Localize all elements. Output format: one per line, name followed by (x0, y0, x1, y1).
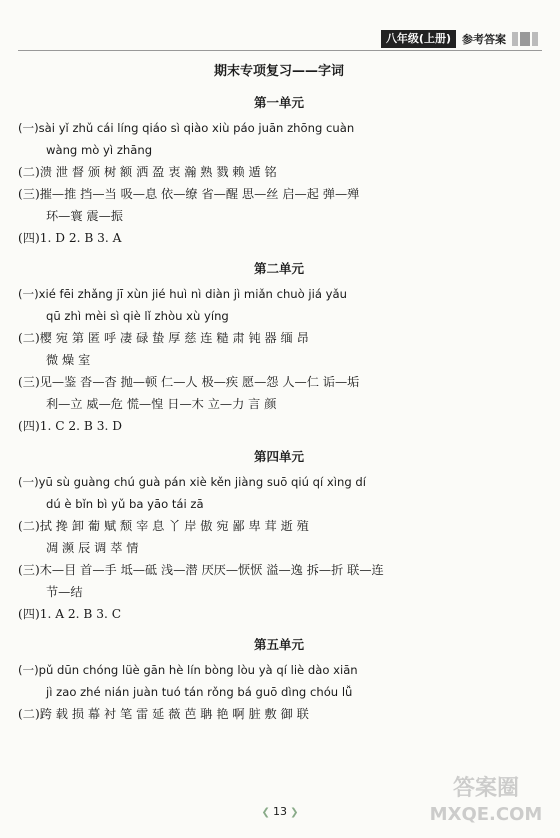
answer-line: wàng mò yì zhāng (46, 143, 153, 157)
answer-line: (四)1. D 2. B 3. A (18, 231, 122, 245)
watermark (426, 776, 546, 832)
units-container (18, 93, 540, 725)
answer-line: dú è bǐn bì yǔ ba yāo tái zā (46, 497, 204, 511)
answer-line: (一)pǔ dūn chóng lüè gān hè lín bòng lòu yà qí liè dào xiān (18, 663, 358, 677)
answer-line: (三)见—鉴 沓—杳 抛—顿 仁—人 极—疾 愿—怨 人—仁 诟—垢 (18, 375, 360, 389)
page-number-left-ornament: ❮ (261, 807, 273, 818)
watermark-line1: 答案圈 (452, 776, 519, 801)
answer-line: jì zao zhé nián juàn tuó tán rǒng bá guō dìng chóu lǚ (46, 685, 353, 699)
answer-line: (一)yū sù guàng chú guà pán xiè kěn jiàng suō qiú qí xìng dí (18, 475, 366, 489)
answer-line: (二)拭 搀 卸 葡 赋 颓 宰 息 丫 岸 傲 宛 鄙 卑 茸 逝 殖 (18, 519, 309, 533)
watermark-line2: MXQE.COM (429, 804, 543, 825)
answer-line: (一)xié fēi zhǎng jī xùn jié huì nì diàn jì miǎn chuò jiá yǎu (18, 287, 347, 301)
page-number-value: 13 (273, 805, 287, 818)
answer-line: (四)1. A 2. B 3. C (18, 607, 122, 621)
answer-line: 环—寰 震—振 (46, 209, 123, 223)
header-decoration (512, 32, 538, 46)
unit-title: 第五单元 (253, 637, 304, 652)
answer-line: (四)1. C 2. B 3. D (18, 419, 123, 433)
answers-label: 参考答案 (462, 33, 506, 46)
unit-title: 第四单元 (253, 449, 304, 464)
grade-label: 八年级(上册) (381, 30, 456, 48)
answer-content (18, 60, 540, 725)
answer-line: 利—立 威—危 慌—惶 日—木 立—力 言 颜 (46, 397, 277, 411)
answer-line: 节—结 (46, 585, 83, 599)
answer-line: 微 燥 室 (46, 353, 91, 367)
answer-line: (三)木—目 首—手 坻—砥 浅—潜 厌厌—恹恹 溢—逸 拆—折 联—连 (18, 563, 384, 577)
header-divider (18, 50, 542, 51)
answer-line: (三)摧—推 挡—当 吸—息 依—缭 省—醒 思—丝 启—起 弹—殚 (18, 187, 360, 201)
page-header (381, 30, 538, 48)
answer-line: (二)溃 泄 督 颁 树 额 洒 盈 衷 瀚 熟 戮 赖 遁 铭 (18, 165, 277, 179)
answer-line: (二)樱 宛 第 匿 呼 凄 碌 蛰 厚 慈 连 糙 肃 钝 器 缅 昂 (18, 331, 309, 345)
unit-title: 第二单元 (253, 261, 304, 276)
answer-line: qū zhì mèi sì qiè lǐ zhòu xù yíng (46, 309, 229, 323)
answer-line: (一)sài yǐ zhǔ cái líng qiáo sì qiào xiù páo juān zhōng cuàn (18, 121, 355, 135)
page-title: 期末专项复习——字词 (213, 64, 344, 79)
unit-title: 第一单元 (253, 95, 304, 110)
answer-line: 凋 濒 辰 调 萃 情 (46, 541, 139, 555)
page-number-right-ornament: ❯ (287, 807, 299, 818)
answer-line: (二)跨 载 损 幕 衬 笔 雷 延 薇 芭 聃 艳 啊 脏 敷 御 联 (18, 707, 309, 721)
